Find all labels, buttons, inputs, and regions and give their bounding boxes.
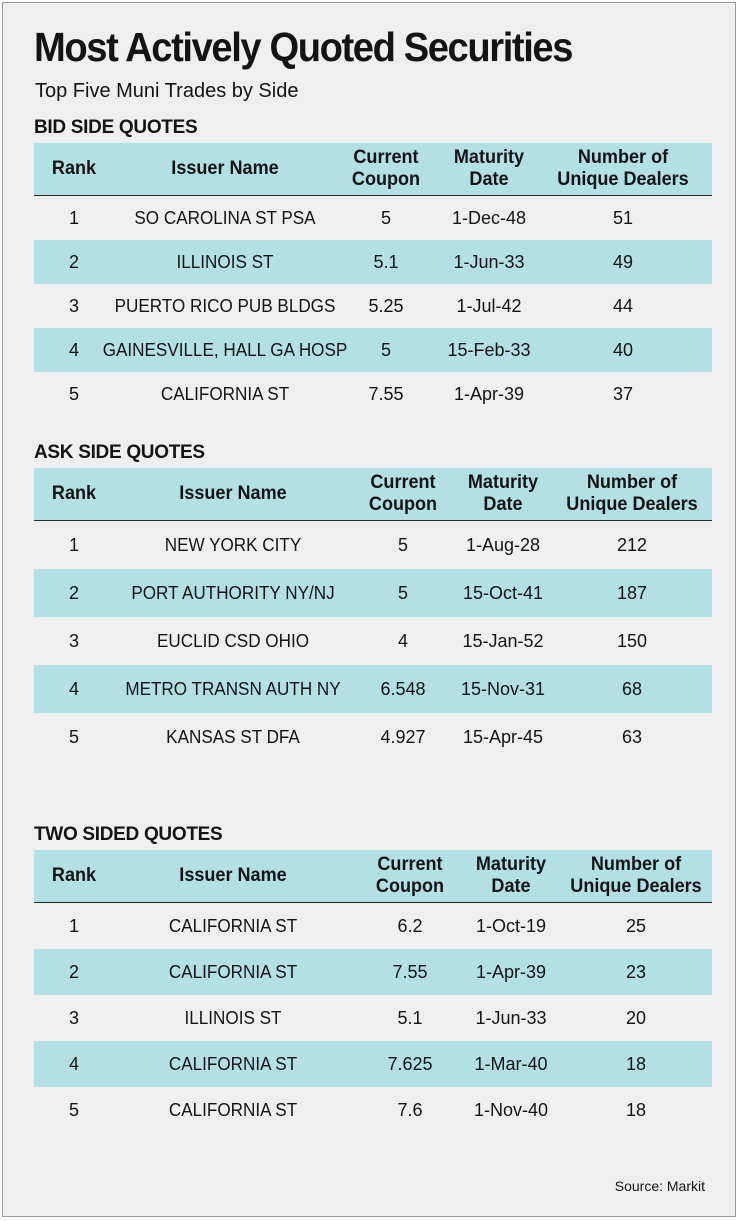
cell-coupon: 4.927: [380, 726, 426, 747]
cell-dealers: 44: [612, 295, 634, 316]
cell-coupon: 5: [397, 534, 408, 555]
cell-rank: 4: [68, 339, 79, 360]
section-title: ASK SIDE QUOTES: [34, 442, 205, 463]
table-row: [34, 521, 712, 569]
table-row: [34, 372, 712, 416]
col-header-issuer: Issuer Name: [171, 158, 279, 179]
ask-side-section: [34, 443, 712, 761]
table-row: [34, 617, 712, 665]
bid-side-section: [34, 118, 712, 416]
col-header-coupon: Current Coupon: [375, 854, 445, 897]
cell-coupon: 6.2: [397, 915, 423, 936]
cell-coupon: 5.1: [373, 251, 399, 272]
col-header-coupon: Current Coupon: [351, 147, 421, 190]
table-row: [34, 1087, 712, 1133]
cell-rank: 1: [68, 915, 79, 936]
cell-issuer: METRO TRANSN AUTH NY: [125, 678, 341, 699]
col-header-dealers: Number of Unique Dealers: [557, 147, 689, 190]
cell-rank: 3: [68, 630, 79, 651]
cell-maturity: 15-Apr-45: [462, 726, 544, 747]
col-header-maturity: Maturity Date: [475, 854, 547, 897]
cell-issuer: PUERTO RICO PUB BLDGS: [114, 295, 336, 316]
page-title: Most Actively Quoted Securities: [34, 24, 573, 70]
cell-issuer: CALIFORNIA ST: [160, 383, 290, 404]
cell-dealers: 68: [621, 678, 643, 699]
cell-dealers: 63: [621, 726, 643, 747]
cell-issuer: NEW YORK CITY: [164, 534, 302, 555]
table-header: [34, 468, 712, 521]
table-row: [34, 1041, 712, 1087]
cell-maturity: 15-Feb-33: [447, 339, 531, 360]
cell-rank: 4: [68, 678, 79, 699]
col-header-dealers: Number of Unique Dealers: [570, 854, 702, 897]
cell-dealers: 49: [612, 251, 634, 272]
table-body: [34, 196, 712, 416]
cell-dealers: 51: [612, 207, 634, 228]
source-note: Source: Markit: [614, 1178, 705, 1194]
table-body: [34, 521, 712, 761]
table-row: [34, 240, 712, 284]
cell-issuer: GAINESVILLE, HALL GA HOSP: [102, 339, 348, 360]
cell-rank: 1: [68, 534, 79, 555]
cell-maturity: 1-Mar-40: [474, 1053, 548, 1074]
cell-maturity: 1-Jun-33: [475, 1007, 547, 1028]
table-body: [34, 903, 712, 1133]
cell-rank: 5: [68, 1099, 79, 1120]
table-row: [34, 569, 712, 617]
col-header-coupon: Current Coupon: [368, 472, 438, 515]
cell-issuer: SO CAROLINA ST PSA: [134, 207, 316, 228]
cell-rank: 2: [68, 582, 79, 603]
cell-maturity: 15-Jan-52: [462, 630, 544, 651]
table-row: [34, 949, 712, 995]
table-row: [34, 196, 712, 240]
cell-dealers: 18: [625, 1053, 647, 1074]
cell-maturity: 1-Jul-42: [456, 295, 522, 316]
cell-coupon: 5: [380, 339, 391, 360]
col-header-issuer: Issuer Name: [179, 865, 287, 886]
cell-dealers: 25: [625, 915, 647, 936]
col-header-dealers: Number of Unique Dealers: [566, 472, 698, 515]
col-header-maturity: Maturity Date: [467, 472, 539, 515]
cell-coupon: 4: [397, 630, 408, 651]
cell-rank: 3: [68, 295, 79, 316]
cell-rank: 3: [68, 1007, 79, 1028]
cell-maturity: 1-Oct-19: [475, 915, 547, 936]
two-sided-section: [34, 825, 712, 1133]
cell-issuer: CALIFORNIA ST: [168, 915, 298, 936]
cell-coupon: 7.625: [387, 1053, 433, 1074]
cell-maturity: 1-Aug-28: [465, 534, 541, 555]
cell-issuer: CALIFORNIA ST: [168, 1099, 298, 1120]
cell-coupon: 6.548: [380, 678, 426, 699]
table-row: [34, 284, 712, 328]
col-header-rank: Rank: [51, 158, 97, 179]
cell-maturity: 1-Dec-48: [451, 207, 527, 228]
table-row: [34, 713, 712, 761]
cell-issuer: ILLINOIS ST: [184, 1007, 282, 1028]
cell-maturity: 1-Jun-33: [453, 251, 525, 272]
cell-coupon: 7.55: [392, 961, 428, 982]
cell-maturity: 1-Apr-39: [475, 961, 547, 982]
col-header-maturity: Maturity Date: [453, 147, 525, 190]
table-row: [34, 903, 712, 949]
cell-dealers: 37: [612, 383, 634, 404]
col-header-rank: Rank: [51, 865, 97, 886]
cell-issuer: CALIFORNIA ST: [168, 961, 298, 982]
cell-dealers: 187: [616, 582, 648, 603]
cell-coupon: 7.6: [397, 1099, 423, 1120]
cell-dealers: 20: [625, 1007, 647, 1028]
cell-rank: 4: [68, 1053, 79, 1074]
cell-dealers: 212: [616, 534, 648, 555]
cell-maturity: 15-Oct-41: [462, 582, 544, 603]
cell-dealers: 23: [625, 961, 647, 982]
cell-coupon: 5.1: [397, 1007, 423, 1028]
cell-rank: 2: [68, 961, 79, 982]
cell-coupon: 5.25: [368, 295, 404, 316]
cell-rank: 2: [68, 251, 79, 272]
cell-maturity: 1-Apr-39: [453, 383, 525, 404]
section-title: TWO SIDED QUOTES: [34, 824, 223, 845]
table-row: [34, 665, 712, 713]
cell-maturity: 1-Nov-40: [473, 1099, 549, 1120]
table-row: [34, 995, 712, 1041]
cell-rank: 5: [68, 726, 79, 747]
col-header-issuer: Issuer Name: [179, 483, 287, 504]
cell-coupon: 7.55: [368, 383, 404, 404]
infographic-panel: [2, 2, 736, 1217]
cell-issuer: PORT AUTHORITY NY/NJ: [131, 582, 335, 603]
cell-issuer: CALIFORNIA ST: [168, 1053, 298, 1074]
table-header: [34, 143, 712, 196]
page-subtitle: Top Five Muni Trades by Side: [35, 80, 299, 102]
cell-dealers: 18: [625, 1099, 647, 1120]
col-header-rank: Rank: [51, 483, 97, 504]
cell-dealers: 40: [612, 339, 634, 360]
cell-coupon: 5: [397, 582, 408, 603]
cell-issuer: ILLINOIS ST: [176, 251, 274, 272]
cell-coupon: 5: [380, 207, 391, 228]
cell-issuer: EUCLID CSD OHIO: [156, 630, 310, 651]
cell-issuer: KANSAS ST DFA: [166, 726, 300, 747]
cell-dealers: 150: [616, 630, 648, 651]
section-title: BID SIDE QUOTES: [34, 117, 198, 138]
cell-rank: 1: [68, 207, 79, 228]
cell-rank: 5: [68, 383, 79, 404]
table-row: [34, 328, 712, 372]
table-header: [34, 850, 712, 903]
cell-maturity: 15-Nov-31: [460, 678, 546, 699]
